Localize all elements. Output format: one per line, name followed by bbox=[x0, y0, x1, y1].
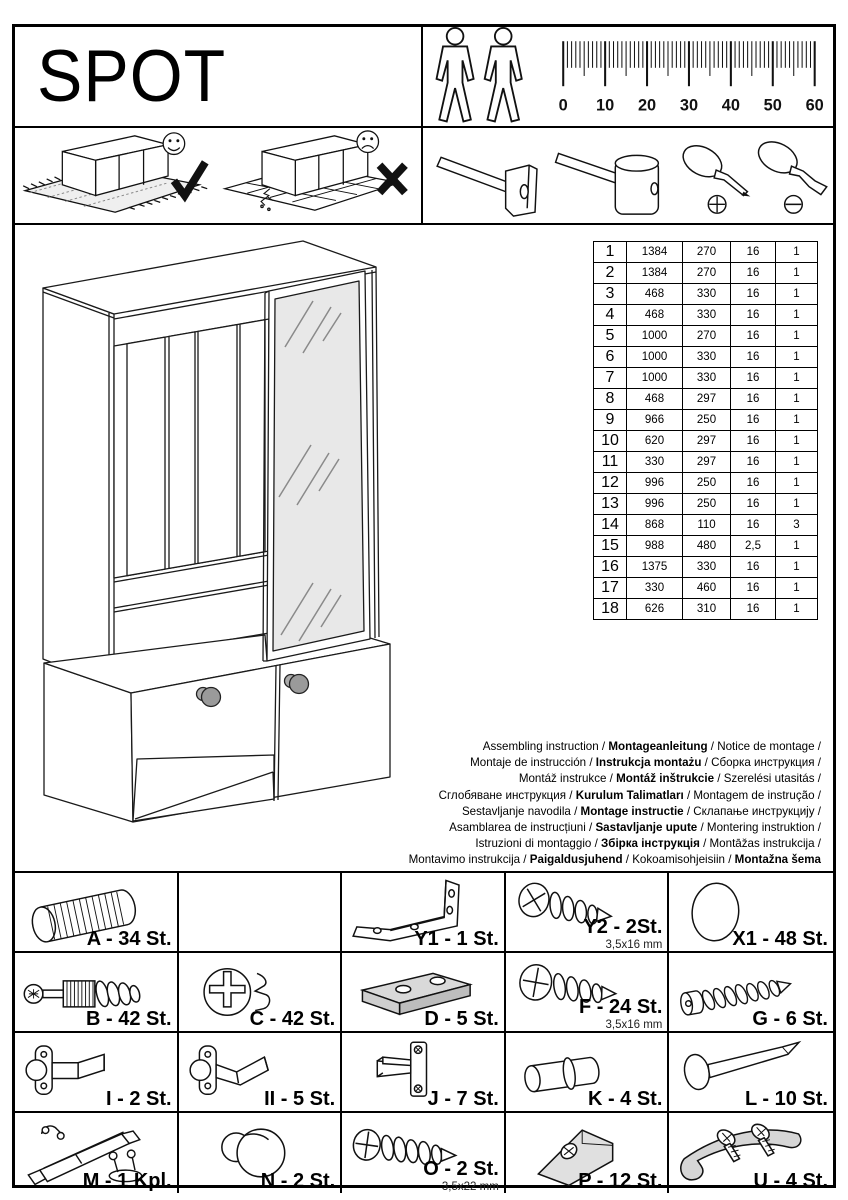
svg-text:10: 10 bbox=[596, 96, 615, 115]
hw-cell-O bbox=[342, 1113, 506, 1193]
part-dimension: 1000 bbox=[627, 347, 683, 368]
part-dimension: 270 bbox=[683, 242, 731, 263]
instruction-line: Asamblarea de instrucțiuni / Sastavljanje upute / Montering instruktion / bbox=[449, 820, 821, 834]
hw-cell-D bbox=[342, 953, 506, 1033]
part-dimension: 16 bbox=[731, 431, 776, 452]
incorrect-placement-icon bbox=[225, 131, 405, 210]
hw-cell-B bbox=[15, 953, 179, 1033]
table-row bbox=[594, 515, 818, 536]
table-row bbox=[594, 578, 818, 599]
part-number: 8 bbox=[594, 389, 627, 410]
part-dimension: 1384 bbox=[627, 242, 683, 263]
table-row bbox=[594, 557, 818, 578]
instruction-line: Istruzioni di montaggio / Збірка інструкція / Montāžas instrukcija / bbox=[475, 836, 821, 850]
hardware-grid bbox=[15, 871, 833, 1193]
part-number: 2 bbox=[594, 263, 627, 284]
part-dimension: 16 bbox=[731, 284, 776, 305]
table-row bbox=[594, 536, 818, 557]
hw-part-label: L - 10 St. bbox=[745, 1088, 828, 1111]
part-dimension: 16 bbox=[731, 599, 776, 620]
ruler-icon bbox=[553, 33, 829, 121]
part-number: 15 bbox=[594, 536, 627, 557]
part-number: 13 bbox=[594, 494, 627, 515]
part-dimension: 1 bbox=[776, 368, 818, 389]
part-dimension: 1 bbox=[776, 389, 818, 410]
part-dimension: 16 bbox=[731, 578, 776, 599]
part-dimension: 16 bbox=[731, 242, 776, 263]
instruction-line: Montáž instrukce / Montáž inštrukcie / Szerelési utasitás / bbox=[518, 772, 821, 786]
part-dimension: 16 bbox=[731, 557, 776, 578]
part-number: 6 bbox=[594, 347, 627, 368]
tools-cell bbox=[423, 128, 833, 225]
part-number: 5 bbox=[594, 326, 627, 347]
hw-part-label: M - 1 Kpl. bbox=[82, 1170, 172, 1193]
part-number: 10 bbox=[594, 431, 627, 452]
part-dimension: 460 bbox=[683, 578, 731, 599]
hw-cell-N bbox=[179, 1113, 343, 1193]
hw-cell-I bbox=[15, 1033, 179, 1113]
part-dimension: 1 bbox=[776, 452, 818, 473]
hw-part-label: G - 6 St. bbox=[752, 1008, 828, 1031]
part-number: 11 bbox=[594, 452, 627, 473]
part-dimension: 16 bbox=[731, 473, 776, 494]
placement-cell bbox=[15, 128, 423, 225]
part-dimension: 988 bbox=[627, 536, 683, 557]
part-dimension: 270 bbox=[683, 326, 731, 347]
part-dimension: 1000 bbox=[627, 368, 683, 389]
hw-part-size: 3,5x16 mm bbox=[605, 1018, 663, 1031]
none-icon bbox=[179, 873, 341, 951]
hw-part-label: K - 4 St. bbox=[587, 1088, 663, 1111]
part-dimension: 1 bbox=[776, 494, 818, 515]
part-dimension: 330 bbox=[683, 557, 731, 578]
part-number: 16 bbox=[594, 557, 627, 578]
part-dimension: 1 bbox=[776, 410, 818, 431]
instruction-line: Montaje de instrucción / Instrukcja montażu / Сборка инструкция / bbox=[470, 756, 821, 770]
part-dimension: 996 bbox=[627, 494, 683, 515]
title-cell bbox=[15, 27, 423, 128]
table-row bbox=[594, 410, 818, 431]
part-dimension: 310 bbox=[683, 599, 731, 620]
mallet-icon bbox=[556, 153, 659, 214]
part-dimension: 620 bbox=[627, 431, 683, 452]
part-number: 4 bbox=[594, 305, 627, 326]
part-dimension: 468 bbox=[627, 284, 683, 305]
svg-text:40: 40 bbox=[721, 96, 740, 115]
two-persons-icon bbox=[423, 27, 539, 127]
table-row bbox=[594, 305, 818, 326]
hw-part-label: U - 4 St. bbox=[753, 1170, 828, 1193]
table-row bbox=[594, 599, 818, 620]
part-dimension: 626 bbox=[627, 599, 683, 620]
parts-table-body bbox=[594, 242, 818, 620]
part-dimension: 1 bbox=[776, 305, 818, 326]
hw-cell-L bbox=[669, 1033, 833, 1113]
part-dimension: 1000 bbox=[627, 326, 683, 347]
part-dimension: 480 bbox=[683, 536, 731, 557]
part-dimension: 868 bbox=[627, 515, 683, 536]
part-number: 17 bbox=[594, 578, 627, 599]
part-dimension: 16 bbox=[731, 305, 776, 326]
instruction-line: Сглобяване инструкция / Kurulum Talimatları / Montagem de instrução / bbox=[438, 788, 821, 802]
part-number: 7 bbox=[594, 368, 627, 389]
hw-cell-empty bbox=[179, 873, 343, 953]
part-dimension: 16 bbox=[731, 452, 776, 473]
part-dimension: 1 bbox=[776, 242, 818, 263]
part-dimension: 966 bbox=[627, 410, 683, 431]
hw-cell-Y1 bbox=[342, 873, 506, 953]
hw-part-label: O - 2 St. bbox=[423, 1158, 499, 1180]
svg-text:30: 30 bbox=[679, 96, 699, 115]
hw-part-size: 3,5x16 mm bbox=[605, 938, 663, 951]
table-row bbox=[594, 242, 818, 263]
table-row bbox=[594, 389, 818, 410]
part-dimension: 1 bbox=[776, 326, 818, 347]
hw-part-label: J - 7 St. bbox=[427, 1088, 499, 1111]
hw-part-label: I - 2 St. bbox=[106, 1088, 172, 1111]
hw-part-label: A - 34 St. bbox=[86, 928, 172, 951]
table-row bbox=[594, 263, 818, 284]
hw-cell-A bbox=[15, 873, 179, 953]
hw-part-label: B - 42 St. bbox=[86, 1008, 172, 1031]
part-number: 12 bbox=[594, 473, 627, 494]
part-dimension: 330 bbox=[683, 347, 731, 368]
part-dimension: 250 bbox=[683, 494, 731, 515]
part-dimension: 16 bbox=[731, 515, 776, 536]
part-dimension: 1 bbox=[776, 578, 818, 599]
table-row bbox=[594, 347, 818, 368]
part-dimension: 330 bbox=[627, 452, 683, 473]
main-area bbox=[15, 225, 833, 871]
part-dimension: 1 bbox=[776, 473, 818, 494]
svg-text:0: 0 bbox=[558, 96, 568, 115]
hammer-icon bbox=[437, 157, 537, 216]
part-dimension: 16 bbox=[731, 410, 776, 431]
part-dimension: 16 bbox=[731, 494, 776, 515]
part-dimension: 1 bbox=[776, 557, 818, 578]
part-dimension: 330 bbox=[627, 578, 683, 599]
hw-cell-M bbox=[15, 1113, 179, 1193]
part-dimension: 330 bbox=[683, 368, 731, 389]
svg-text:50: 50 bbox=[763, 96, 782, 115]
hw-part-label: F - 24 St. bbox=[579, 996, 663, 1018]
tools-icons bbox=[423, 128, 833, 221]
mirror-door bbox=[263, 271, 370, 661]
hw-part-label: Y2 - 2St. bbox=[583, 916, 663, 938]
hw-cell-K bbox=[506, 1033, 670, 1113]
part-dimension: 16 bbox=[731, 347, 776, 368]
part-dimension: 297 bbox=[683, 452, 731, 473]
part-dimension: 468 bbox=[627, 389, 683, 410]
hw-cell-II bbox=[179, 1033, 343, 1113]
table-row bbox=[594, 368, 818, 389]
part-dimension: 1384 bbox=[627, 263, 683, 284]
part-dimension: 1 bbox=[776, 284, 818, 305]
table-row bbox=[594, 494, 818, 515]
instruction-line: Montavimo instrukcija / Paigaldusjuhend / Kokoamisohjeisiin / Montažna šema bbox=[408, 852, 821, 866]
part-dimension: 297 bbox=[683, 431, 731, 452]
part-number: 9 bbox=[594, 410, 627, 431]
part-number: 3 bbox=[594, 284, 627, 305]
hw-cell-U bbox=[669, 1113, 833, 1193]
flat-screwdriver-icon bbox=[753, 136, 827, 214]
hw-part-label: II - 5 St. bbox=[264, 1088, 336, 1111]
svg-text:60: 60 bbox=[805, 96, 824, 115]
hw-part-label: Y1 - 1 St. bbox=[414, 928, 499, 951]
part-dimension: 2,5 bbox=[731, 536, 776, 557]
table-row bbox=[594, 452, 818, 473]
table-row bbox=[594, 326, 818, 347]
part-dimension: 250 bbox=[683, 473, 731, 494]
hw-cell-G bbox=[669, 953, 833, 1033]
part-dimension: 250 bbox=[683, 410, 731, 431]
table-row bbox=[594, 284, 818, 305]
page-frame bbox=[12, 24, 836, 1193]
phillips-screwdriver-icon bbox=[678, 140, 751, 214]
part-dimension: 330 bbox=[683, 284, 731, 305]
ruler-numbers bbox=[559, 96, 824, 114]
part-dimension: 16 bbox=[731, 263, 776, 284]
correct-placement-icon bbox=[23, 133, 207, 212]
part-dimension: 1 bbox=[776, 599, 818, 620]
part-dimension: 16 bbox=[731, 326, 776, 347]
part-dimension: 270 bbox=[683, 263, 731, 284]
hw-cell-C bbox=[179, 953, 343, 1033]
part-dimension: 330 bbox=[683, 305, 731, 326]
header-band bbox=[15, 27, 833, 225]
instructions-block bbox=[301, 739, 821, 868]
part-dimension: 1 bbox=[776, 347, 818, 368]
part-number: 1 bbox=[594, 242, 627, 263]
product-title: SPOT bbox=[37, 34, 227, 118]
hw-part-size: 3,5x22 mm bbox=[441, 1180, 499, 1193]
hw-cell-Y2 bbox=[506, 873, 670, 953]
part-dimension: 16 bbox=[731, 389, 776, 410]
part-dimension: 1 bbox=[776, 431, 818, 452]
part-dimension: 16 bbox=[731, 368, 776, 389]
hw-part-label: D - 5 St. bbox=[424, 1008, 499, 1031]
part-dimension: 3 bbox=[776, 515, 818, 536]
table-row bbox=[594, 431, 818, 452]
placement-icons bbox=[15, 128, 419, 221]
table-row bbox=[594, 473, 818, 494]
part-dimension: 1 bbox=[776, 263, 818, 284]
part-dimension: 468 bbox=[627, 305, 683, 326]
parts-dimension-table bbox=[593, 241, 818, 620]
hw-cell-J bbox=[342, 1033, 506, 1113]
part-dimension: 996 bbox=[627, 473, 683, 494]
part-dimension: 297 bbox=[683, 389, 731, 410]
instruction-line: Sestavljanje navodila / Montage instructie / Склапање инструкцију / bbox=[461, 804, 821, 818]
part-dimension: 1 bbox=[776, 536, 818, 557]
hw-cell-P bbox=[506, 1113, 670, 1193]
hw-part-label: C - 42 St. bbox=[249, 1008, 336, 1031]
hw-part-label: P - 12 St. bbox=[578, 1170, 663, 1193]
instruction-line: Assembling instruction / Montageanleitung / Notice de montage / bbox=[482, 740, 821, 754]
svg-text:20: 20 bbox=[637, 96, 657, 115]
hw-cell-X1 bbox=[669, 873, 833, 953]
hw-part-label: N - 2 St. bbox=[260, 1170, 336, 1193]
part-dimension: 110 bbox=[683, 515, 731, 536]
hw-cell-F bbox=[506, 953, 670, 1033]
part-dimension: 1375 bbox=[627, 557, 683, 578]
hw-part-label: X1 - 48 St. bbox=[732, 928, 828, 951]
persons-ruler-cell bbox=[423, 27, 833, 128]
part-number: 14 bbox=[594, 515, 627, 536]
part-number: 18 bbox=[594, 599, 627, 620]
